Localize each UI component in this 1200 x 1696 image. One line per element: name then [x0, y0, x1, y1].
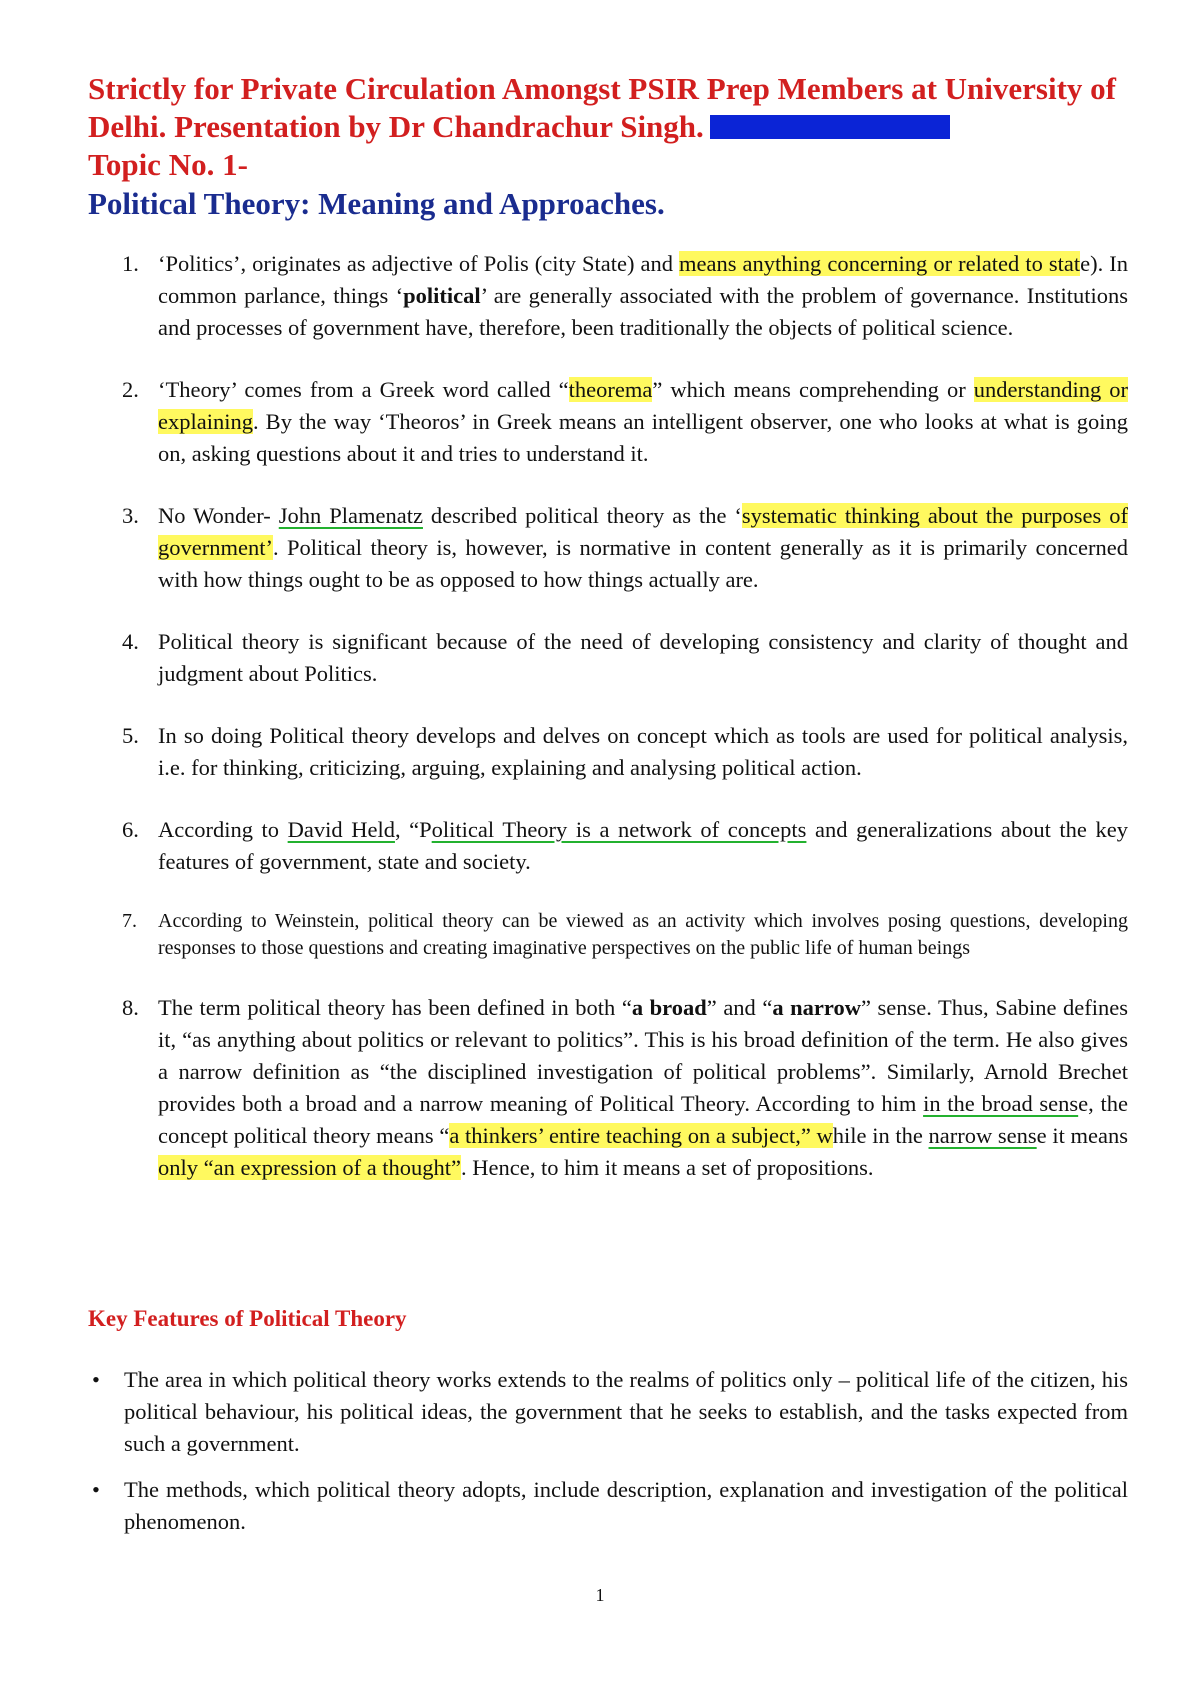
text-run: hile in the: [832, 1123, 929, 1148]
list-number: 5.: [122, 723, 139, 748]
bullet-icon: •: [92, 1477, 100, 1502]
text-run: No Wonder-: [158, 503, 279, 528]
list-number: 7.: [122, 910, 137, 932]
bullet-text: The area in which political theory works extends to the realms of politics only – political life of the citizen, his political behaviour, his political ideas, the government that he seeks to establish, and the tasks expected from such a government.: [124, 1367, 1128, 1456]
list-number: 3.: [122, 503, 139, 528]
text-run: ’ are generally associated with the problem of governance. Institutions and processes of government have, therefore, been traditionally the objects of political science.: [158, 283, 1128, 340]
redacted-date: [710, 115, 950, 139]
highlight: theorema: [568, 377, 653, 402]
text-run: According to: [158, 817, 288, 842]
page-title: Political Theory: Meaning and Approaches.: [88, 186, 665, 221]
list-number: 2.: [122, 377, 139, 402]
highlight: means anything concerning or related to stat: [679, 251, 1081, 276]
notice-line-2: [88, 108, 1128, 146]
numbered-list: [88, 248, 1128, 1214]
topic-number: Topic No. 1-: [88, 147, 248, 182]
list-number: 4.: [122, 629, 139, 654]
list-number: 8.: [122, 995, 139, 1020]
list-item-1: [88, 248, 1128, 344]
section-heading: Key Features of Political Theory: [88, 1306, 407, 1331]
page-number: 1: [595, 1585, 605, 1605]
list-item-2: [88, 374, 1128, 470]
highlight: only “an expression of a thought”: [158, 1155, 462, 1180]
list-item-3: [88, 500, 1128, 596]
bullet-text: The methods, which political theory adopts, include description, explanation and investigation of the political phenomenon.: [124, 1477, 1128, 1534]
text-run: ” and “: [706, 995, 773, 1020]
bold-text: a narrow: [772, 995, 861, 1020]
text-run: According to Weinstein, political theory can be viewed as an activity which involves posing questions, developing responses to those questions and creating imaginative perspectives on the public life of human beings: [158, 910, 1128, 959]
text-run: ” sense. Thus, Sabine defines it, “as anything about politics or relevant to politics”. This is his broad definition of the term. He also gives a narrow definition as “the disciplined investigation of political problems”. Similarly, Arnold Brechet provides both a broad and a narrow meaning of Political Theory. According to him: [158, 995, 1129, 1116]
highlight: a thinkers’ entire teaching on a subject,”: [449, 1123, 811, 1148]
notice-line-1: Strictly for Private Circulation Amongst PSIR Prep Members at University of: [88, 71, 1116, 106]
bullet-item: [88, 1364, 1128, 1460]
text-run: . By the way ‘Theoros’ in Greek means an intelligent observer, one who looks at what is going on, asking questions about it and tries to understand it.: [158, 409, 1128, 466]
list-number: 1.: [122, 251, 139, 276]
text-run: e). In common parlance, things ‘: [158, 251, 1128, 308]
text-run: . Political theory is, however, is normative in content generally as it is primarily concerned with how things ought to be as opposed to how things actually are.: [158, 535, 1128, 592]
highlight: understanding or explaining: [158, 377, 1128, 434]
text-run: ” which means comprehending or: [652, 377, 974, 402]
underlined-quote: olitical Theory is a network of concepts: [431, 817, 807, 842]
bullet-item: [88, 1474, 1128, 1538]
text-run: described political theory as the ‘: [422, 503, 742, 528]
text-run: Political theory is significant because of the need of developing consistency and clarity of thought and judgment about Politics.: [158, 629, 1128, 686]
text-run: ‘Theory’ comes from a Greek word called “: [158, 377, 569, 402]
bullet-list: [88, 1364, 1128, 1552]
circulation-notice: [88, 70, 1128, 146]
underlined-phrase: in the broad sens: [923, 1091, 1079, 1116]
list-item-4: [88, 626, 1128, 690]
bold-text: political: [403, 283, 481, 308]
document-header: [88, 70, 1128, 224]
bullet-icon: •: [92, 1367, 100, 1392]
highlight: systematic thinking about the purposes of government’: [158, 503, 1128, 560]
text-run: e, the concept political theory means “: [158, 1091, 1128, 1148]
text-run: e it means: [1036, 1123, 1128, 1148]
list-number: 6.: [122, 817, 139, 842]
text-run: and generalizations about the key features of government, state and society.: [158, 817, 1128, 874]
bold-text: a broad: [631, 995, 707, 1020]
underlined-name: David Held: [287, 817, 395, 842]
list-item-7: [88, 908, 1128, 962]
list-item-8: [88, 992, 1128, 1184]
underlined-name: John Plamenatz: [278, 503, 423, 528]
text-run: . Hence, to him it means a set of propositions.: [461, 1155, 874, 1180]
list-item-6: [88, 814, 1128, 878]
notice-line-2-text: Delhi. Presentation by Dr Chandrachur Singh.: [88, 109, 704, 144]
list-item-5: [88, 720, 1128, 784]
underlined-phrase: narrow sens: [928, 1123, 1037, 1148]
highlight: w: [810, 1123, 833, 1148]
text-run: , “P: [394, 817, 432, 842]
text-run: ‘Politics’, originates as adjective of Polis (city State) and: [158, 251, 680, 276]
text-run: In so doing Political theory develops and delves on concept which as tools are used for political analysis, i.e. for thinking, criticizing, arguing, explaining and analysing political action.: [158, 723, 1128, 780]
text-run: The term political theory has been defined in both “: [158, 995, 632, 1020]
